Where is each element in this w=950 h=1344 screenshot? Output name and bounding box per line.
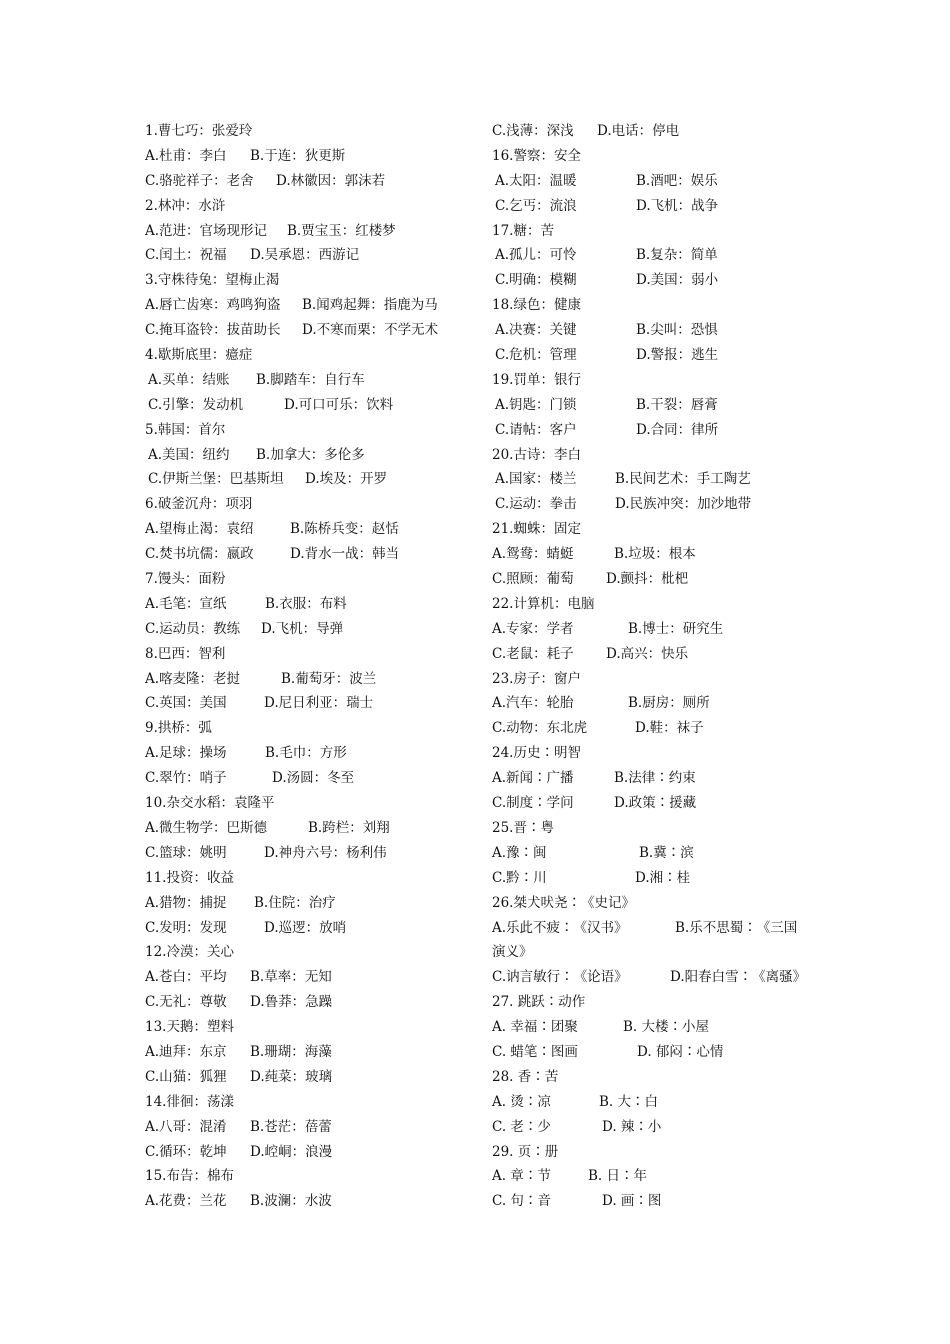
question-line: 11.投资：收益	[145, 869, 234, 886]
option-a: C.制度∶学问	[492, 795, 574, 812]
options-line	[492, 1189, 822, 1214]
option-a: A.八哥：混淆	[145, 1118, 227, 1135]
options-line	[492, 916, 822, 941]
options-line	[492, 343, 822, 368]
options-line	[145, 1065, 475, 1090]
question-line: 24.历史∶明智	[492, 745, 581, 762]
option-b: D.湘∶桂	[635, 869, 691, 886]
options-line	[492, 418, 822, 443]
question-line: 20.古诗：李白	[492, 446, 581, 463]
option-a: A.决赛：关键	[495, 322, 577, 339]
option-b: B.加拿大：多伦多	[256, 446, 365, 463]
options-line	[145, 293, 475, 318]
question-line: 26.桀犬吠尧∶《史记》	[492, 894, 635, 911]
option-b: B. 日∶年	[588, 1168, 648, 1185]
question-line: 1.曹七巧：张爱玲	[145, 123, 253, 139]
option-a: A.孤儿：可怜	[495, 247, 577, 264]
option-a: C.焚书坑儒：嬴政	[145, 546, 254, 563]
option-a: C.引擎：发动机	[148, 396, 244, 413]
option-a: C.循环：乾坤	[145, 1143, 227, 1160]
option-b: B.冀∶滨	[639, 844, 694, 861]
option-b: D.合同：律所	[636, 421, 719, 438]
options-line	[145, 318, 475, 343]
option-b: B.民间艺术：手工陶艺	[615, 471, 751, 488]
option-a: C.伊斯兰堡：巴基斯坦	[148, 471, 284, 488]
option-b: D.吴承恩：西游记	[250, 247, 360, 264]
options-line	[492, 1115, 822, 1140]
question-line: 5.韩国：首尔	[145, 421, 226, 438]
option-a: C.山猫：狐狸	[145, 1068, 227, 1085]
option-a: C.闰土：祝福	[145, 247, 227, 264]
options-line	[492, 243, 822, 268]
option-a: A.钥匙：门锁	[495, 396, 577, 413]
question-line: 7.馒头：面粉	[145, 571, 226, 588]
option-b: B.波澜：水波	[250, 1193, 332, 1210]
question-line: 12.冷漠：关心	[145, 944, 234, 961]
options-line	[492, 866, 822, 891]
option-b: B.尖叫：恐惧	[636, 322, 718, 339]
question-line: 9.拱桥：弧	[145, 720, 212, 737]
option-b: D.电话：停电	[597, 123, 680, 139]
option-b: B.陈桥兵变：赵恬	[290, 521, 399, 538]
option-b: D.警报：逃生	[636, 347, 719, 364]
option-a: C.骆驼祥子：老舍	[145, 172, 254, 189]
option-b: D.神舟六号：杨利伟	[264, 844, 387, 861]
option-a: C.翠竹：哨子	[145, 770, 227, 787]
option-a: C. 老∶少	[492, 1118, 551, 1135]
options-line	[145, 741, 475, 766]
option-a: C.篮球：姚明	[145, 844, 227, 861]
option-a: C.动物：东北虎	[492, 720, 588, 737]
question-line: 19.罚单：银行	[492, 371, 581, 388]
option-b: D. 画∶图	[602, 1193, 662, 1210]
options-line	[492, 119, 822, 144]
question-line: 18.绿色：健康	[492, 297, 581, 314]
option-a: A. 烫∶凉	[492, 1093, 551, 1110]
question-line: 演义》	[492, 944, 533, 961]
option-a: C. 句∶音	[492, 1193, 551, 1210]
option-b: D.埃及：开罗	[305, 471, 388, 488]
option-b: B.闻鸡起舞：指鹿为马	[302, 297, 438, 314]
option-b: B.乐不思蜀∶《三国	[675, 919, 798, 936]
question-line: 21.蜘蛛：固定	[492, 521, 581, 538]
option-a: C.乞丐：流浪	[495, 197, 577, 214]
option-a: A.迪拜：东京	[145, 1043, 227, 1060]
option-b: D.政策∶援藏	[614, 795, 697, 812]
question-line: 14.徘徊：荡漾	[145, 1093, 234, 1110]
options-line	[145, 219, 475, 244]
options-line	[492, 467, 822, 492]
question-line: 28. 香∶苦	[492, 1068, 559, 1085]
option-a: A.苍白：平均	[145, 969, 227, 986]
option-b: D.阳春白雪∶《离骚》	[670, 969, 807, 986]
option-a: C.黔∶川	[492, 869, 547, 886]
question-line: 17.糖：苦	[492, 222, 554, 239]
option-b: D.不寒而栗：不学无术	[302, 322, 439, 339]
options-line	[492, 542, 822, 567]
question-line: 16.警察：安全	[492, 147, 581, 164]
option-b: B.住院：治疗	[254, 894, 336, 911]
option-a: A.足球：操场	[145, 745, 227, 762]
options-line	[492, 766, 822, 791]
options-line	[145, 393, 475, 418]
options-line	[145, 691, 475, 716]
option-b: B.苍茫：蓓蕾	[250, 1118, 332, 1135]
option-b: B.脚踏车：自行车	[256, 371, 365, 388]
option-a: C.运动：拳击	[495, 496, 577, 513]
question-line: 29. 页∶册	[492, 1143, 559, 1160]
question-line: 23.房子：窗户	[492, 670, 581, 687]
option-a: A.新闻∶广播	[492, 770, 574, 787]
option-a: C.危机：管理	[495, 347, 577, 364]
option-b: B.法律∶约束	[614, 770, 696, 787]
option-a: C.浅薄：深浅	[492, 123, 574, 139]
option-a: A.美国：纽约	[148, 446, 230, 463]
options-line	[145, 467, 475, 492]
option-a: A.国家：楼兰	[495, 471, 577, 488]
option-a: A.专家：学者	[492, 620, 574, 637]
options-line	[492, 841, 822, 866]
options-line	[492, 1164, 822, 1189]
option-a: C.发明：发现	[145, 919, 227, 936]
option-a: A.鸳鸯：蜻蜓	[492, 546, 574, 563]
options-line	[492, 1040, 822, 1065]
option-b: B.酒吧：娱乐	[636, 172, 718, 189]
option-b: D.莼菜：玻璃	[250, 1068, 333, 1085]
option-b: D.背水一战：韩当	[290, 546, 400, 563]
options-line	[492, 567, 822, 592]
option-b: B.复杂：简单	[636, 247, 718, 264]
options-line	[145, 1189, 475, 1214]
option-b: D.民族冲突：加沙地带	[615, 496, 752, 513]
question-line: 3.守株待兔：望梅止渴	[145, 272, 280, 289]
option-a: A.太阳：温暖	[495, 172, 577, 189]
options-line	[145, 169, 475, 194]
options-line	[492, 1015, 822, 1040]
option-a: A.杜甫：李白	[145, 147, 227, 164]
options-line	[145, 617, 475, 642]
option-a: A.微生物学：巴斯德	[145, 819, 268, 836]
options-line	[145, 965, 475, 990]
options-line	[145, 1115, 475, 1140]
option-a: A. 幸福∶团聚	[492, 1019, 578, 1036]
options-line	[492, 194, 822, 219]
option-a: C.照顾：葡萄	[492, 571, 574, 588]
options-line	[145, 443, 475, 468]
option-a: A.乐此不疲∶《汉书》	[492, 919, 628, 936]
option-b: D.飞机：战争	[636, 197, 719, 214]
option-b: D.巡逻：放哨	[264, 919, 347, 936]
option-b: D.高兴：快乐	[606, 645, 689, 662]
options-line	[492, 716, 822, 741]
option-b: D.飞机：导弹	[261, 620, 344, 637]
option-a: C.无礼：尊敬	[145, 994, 227, 1011]
option-b: D.林徽因：郭沫若	[276, 172, 386, 189]
options-line	[492, 965, 822, 990]
option-a: C.明确：模糊	[495, 272, 577, 289]
options-line	[492, 318, 822, 343]
options-line	[145, 592, 475, 617]
option-b: D.尼日利亚：瑞士	[264, 695, 374, 712]
options-line	[145, 816, 475, 841]
options-line	[145, 1040, 475, 1065]
option-b: B.博士：研究生	[628, 620, 724, 637]
option-b: B.草率：无知	[250, 969, 332, 986]
options-line	[492, 791, 822, 816]
option-b: B. 大楼∶小屋	[623, 1019, 710, 1036]
option-a: C. 蜡笔∶图画	[492, 1043, 578, 1060]
options-line	[145, 916, 475, 941]
option-b: B.干裂：唇膏	[636, 396, 718, 413]
options-line	[145, 841, 475, 866]
options-line	[492, 169, 822, 194]
option-b: B.贾宝玉：红楼梦	[287, 222, 396, 239]
option-b: B.衣服：布料	[265, 595, 347, 612]
option-b: B. 大∶白	[599, 1093, 659, 1110]
option-a: A.汽车：轮胎	[492, 695, 574, 712]
option-b: B.毛巾：方形	[265, 745, 347, 762]
question-line: 10.杂交水稻：袁隆平	[145, 795, 275, 812]
options-line	[492, 268, 822, 293]
option-b: D.美国：弱小	[636, 272, 719, 289]
options-line	[492, 492, 822, 517]
options-line	[145, 542, 475, 567]
option-a: C.英国：美国	[145, 695, 227, 712]
left-column	[145, 119, 475, 1214]
options-line	[145, 368, 475, 393]
options-line	[145, 990, 475, 1015]
options-line	[492, 642, 822, 667]
question-line: 8.巴西：智利	[145, 645, 226, 662]
option-b: D. 郁闷∶心情	[637, 1043, 724, 1060]
option-a: A. 章∶节	[492, 1168, 551, 1185]
option-b: D.汤圆：冬至	[272, 770, 355, 787]
options-line	[145, 766, 475, 791]
option-b: D.崆峒：浪漫	[250, 1143, 333, 1160]
options-line	[492, 393, 822, 418]
options-line	[492, 691, 822, 716]
question-line: 22.计算机：电脑	[492, 595, 595, 612]
question-line: 4.歇斯底里：癔症	[145, 347, 253, 364]
question-line: 2.林冲：水浒	[145, 197, 226, 214]
option-b: D.颤抖：枇杷	[606, 571, 689, 588]
question-line: 13.天鹅：塑料	[145, 1019, 234, 1036]
option-a: C.掩耳盗铃：拔苗助长	[145, 322, 281, 339]
right-column	[492, 119, 822, 1214]
option-b: D.鞋：袜子	[635, 720, 704, 737]
question-line: 15.布告：棉布	[145, 1168, 234, 1185]
option-a: C.讷言敏行∶《论语》	[492, 969, 628, 986]
option-a: A.豫∶闽	[492, 844, 547, 861]
option-a: A.花费：兰花	[145, 1193, 227, 1210]
options-line	[145, 144, 475, 169]
options-line	[492, 617, 822, 642]
option-a: C.老鼠：耗子	[492, 645, 574, 662]
option-b: B.于连：狄更斯	[250, 147, 346, 164]
option-a: A.买单：结账	[148, 371, 230, 388]
option-a: A.范进：官场现形记	[145, 222, 268, 239]
options-line	[492, 1090, 822, 1115]
option-a: A.唇亡齿寒：鸡鸣狗盗	[145, 297, 281, 314]
option-a: A.毛笔：宣纸	[145, 595, 227, 612]
option-b: B.珊瑚：海藻	[250, 1043, 332, 1060]
option-b: D. 辣∶小	[602, 1118, 662, 1135]
options-line	[145, 667, 475, 692]
option-a: A.喀麦隆：老挝	[145, 670, 241, 687]
option-b: D.鲁莽：急躁	[250, 994, 333, 1011]
options-line	[145, 1140, 475, 1165]
option-b: B.跨栏：刘翔	[308, 819, 390, 836]
options-line	[145, 891, 475, 916]
option-b: D.可口可乐：饮料	[284, 396, 394, 413]
option-b: B.垃圾：根本	[614, 546, 696, 563]
option-b: B.厨房：厕所	[628, 695, 710, 712]
options-line	[145, 517, 475, 542]
option-a: C.请帖：客户	[495, 421, 577, 438]
question-line: 6.破釜沉舟：项羽	[145, 496, 253, 513]
options-line	[145, 243, 475, 268]
option-a: A.猎物：捕捉	[145, 894, 227, 911]
question-line: 25.晋∶粤	[492, 819, 554, 836]
option-a: A.望梅止渴：袁绍	[145, 521, 254, 538]
option-b: B.葡萄牙：波兰	[281, 670, 377, 687]
option-a: C.运动员：教练	[145, 620, 241, 637]
question-line: 27. 跳跃∶动作	[492, 994, 586, 1011]
